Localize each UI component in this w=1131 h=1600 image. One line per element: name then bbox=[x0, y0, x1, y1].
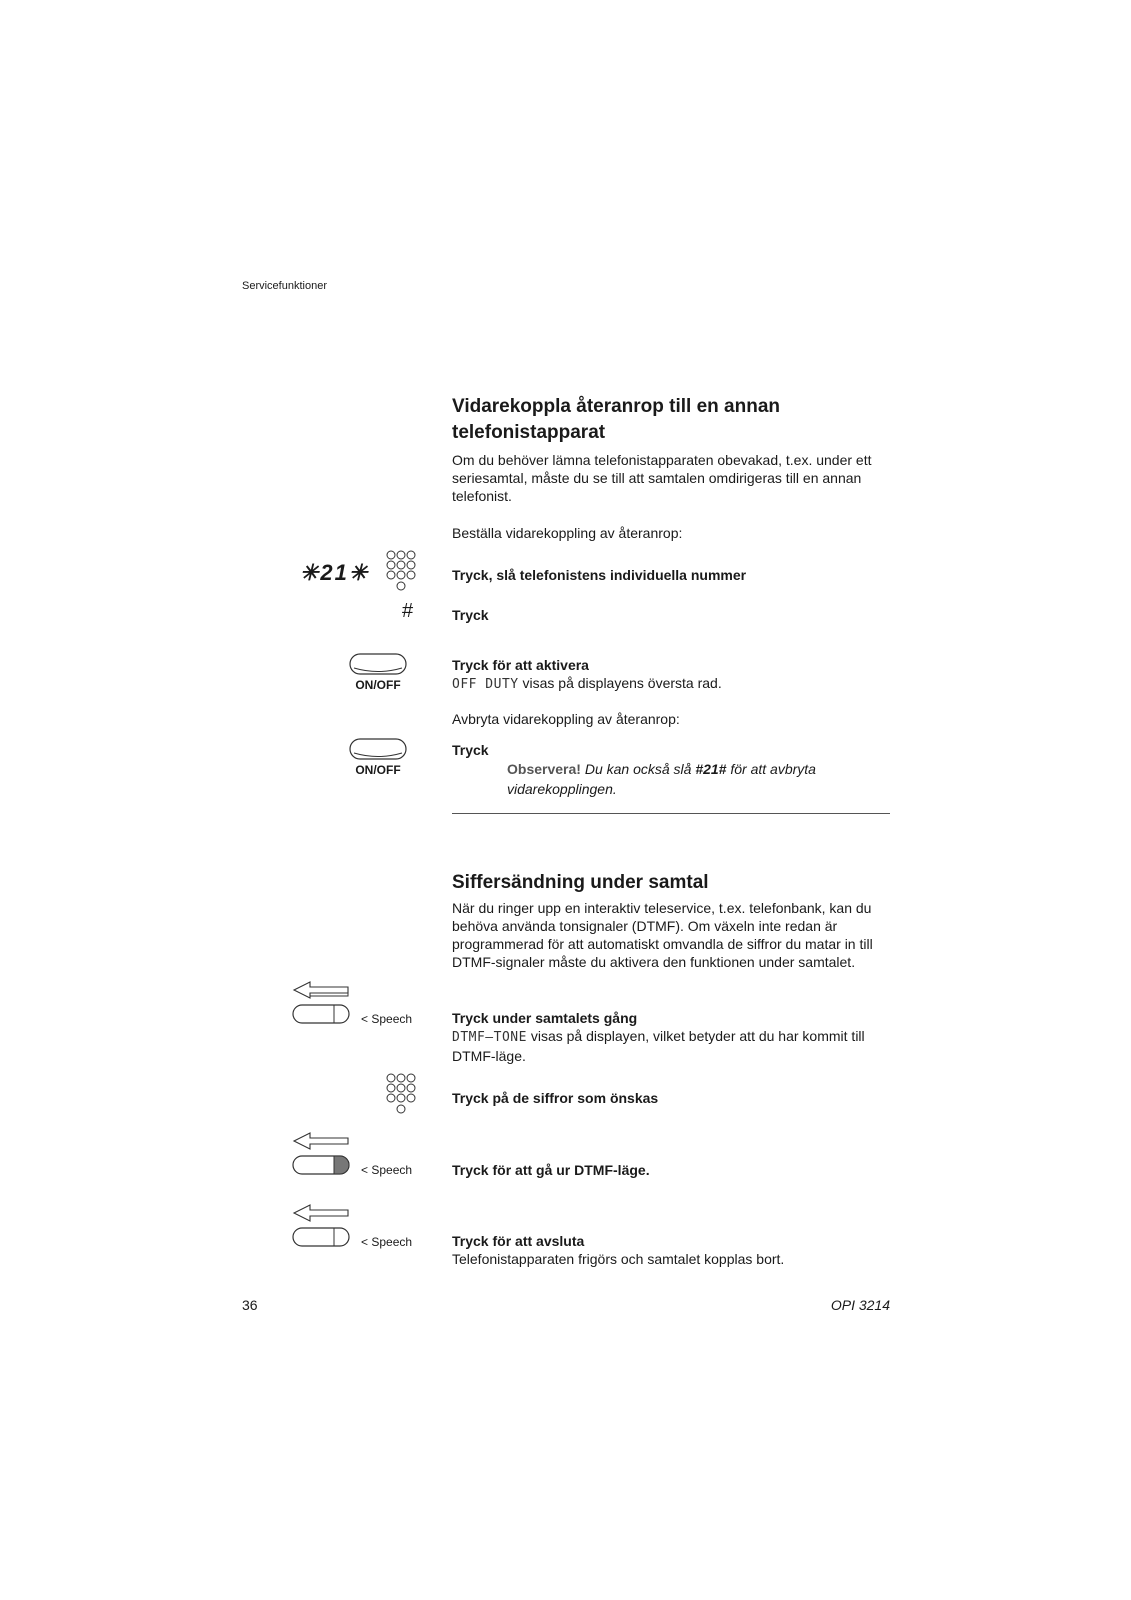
note-line2: vidarekopplingen. bbox=[507, 781, 617, 797]
note-block bbox=[507, 759, 887, 799]
speech-label-2: < Speech bbox=[361, 1163, 413, 1177]
section1-title bbox=[452, 394, 892, 446]
step-exit-dtmf: Tryck för att gå ur DTMF-läge. bbox=[452, 1162, 650, 1178]
step-press-during-call: Tryck under samtalets gång bbox=[452, 1010, 638, 1026]
section2-intro-line3: programmerad för att automatiskt omvandla de siffror du matar in till bbox=[452, 936, 873, 952]
step-press-hash: Tryck bbox=[452, 607, 489, 623]
section1-title-line2: telefonistapparat bbox=[452, 422, 606, 443]
section1-intro-line2: seriesamtal, måste du se till att samtalen omdirigeras till en annan bbox=[452, 470, 862, 486]
speech-key-icon bbox=[292, 1004, 354, 1026]
step-press-digits: Tryck på de siffror som önskas bbox=[452, 1090, 659, 1106]
keypad-icon bbox=[386, 550, 416, 592]
speech-label-1: < Speech bbox=[361, 1012, 413, 1026]
step-end-call: Tryck för att avsluta bbox=[452, 1233, 585, 1249]
section2-intro-line1: När du ringer upp en interaktiv teleservice, t.ex. telefonbank, kan du bbox=[452, 900, 872, 916]
step-press-cancel: Tryck bbox=[452, 742, 489, 758]
display-offduty-rest: visas på displayens översta rad. bbox=[518, 675, 722, 691]
section2-title: Siffersändning under samtal bbox=[452, 872, 709, 893]
page-number: 36 bbox=[242, 1297, 258, 1313]
onoff-button-icon bbox=[349, 653, 407, 677]
section1-intro bbox=[452, 451, 892, 505]
code-star21star: ✳21✳ bbox=[300, 560, 370, 585]
section-divider bbox=[452, 813, 890, 814]
order-heading: Beställa vidarekoppling av återanrop: bbox=[452, 525, 683, 541]
step-end-call-detail: Telefonistapparaten frigörs och samtalet kopplas bort. bbox=[452, 1251, 785, 1267]
onoff-label: ON/OFF bbox=[355, 678, 401, 692]
arrow-left-icon bbox=[292, 1131, 352, 1153]
hash-key-icon: # bbox=[402, 600, 414, 622]
speech-key-icon bbox=[292, 1155, 354, 1177]
speech-label-3: < Speech bbox=[361, 1235, 413, 1249]
note-code: #21# bbox=[695, 761, 727, 777]
display-dtmf-line2: DTMF-läge. bbox=[452, 1048, 526, 1064]
note-line1 bbox=[507, 759, 887, 779]
display-dtmf-tone: DTMF–TONE bbox=[452, 1030, 527, 1045]
step-dial-number: Tryck, slå telefonistens individuella nummer bbox=[452, 567, 747, 583]
note-text1: Du kan också slå bbox=[580, 761, 696, 777]
keypad-icon bbox=[386, 1073, 416, 1115]
section1-title-line1: Vidarekoppla återanrop till en annan bbox=[452, 396, 781, 417]
speech-key-icon bbox=[292, 1227, 354, 1249]
product-name: OPI 3214 bbox=[830, 1297, 890, 1313]
step-activate: Tryck för att aktivera bbox=[452, 657, 589, 673]
display-dtmf-rest: visas på displayen, vilket betyder att du har kommit till bbox=[526, 1028, 865, 1044]
offduty-line bbox=[452, 674, 722, 694]
arrow-left-icon bbox=[292, 1203, 352, 1225]
section2-intro-line4: DTMF-signaler måste du aktivera den funktionen under samtalet. bbox=[452, 954, 856, 970]
section2-intro bbox=[452, 899, 892, 971]
section1-intro-line1: Om du behöver lämna telefonistapparaten obevakad, t.ex. under ett bbox=[452, 452, 872, 468]
cancel-heading: Avbryta vidarekoppling av återanrop: bbox=[452, 711, 680, 727]
section2-intro-line2: behöva använda tonsignaler (DTMF). Om växeln inte redan är bbox=[452, 918, 838, 934]
display-offduty: OFF DUTY bbox=[452, 677, 519, 692]
dtmf-display-line bbox=[452, 1027, 892, 1065]
onoff-label-2: ON/OFF bbox=[355, 763, 401, 777]
note-prefix: Observera! bbox=[507, 761, 581, 777]
onoff-button-icon bbox=[349, 738, 407, 762]
note-text2: för att avbryta bbox=[726, 761, 816, 777]
section-header-label: Servicefunktioner bbox=[242, 280, 327, 292]
section1-intro-line3: telefonist. bbox=[452, 488, 512, 504]
